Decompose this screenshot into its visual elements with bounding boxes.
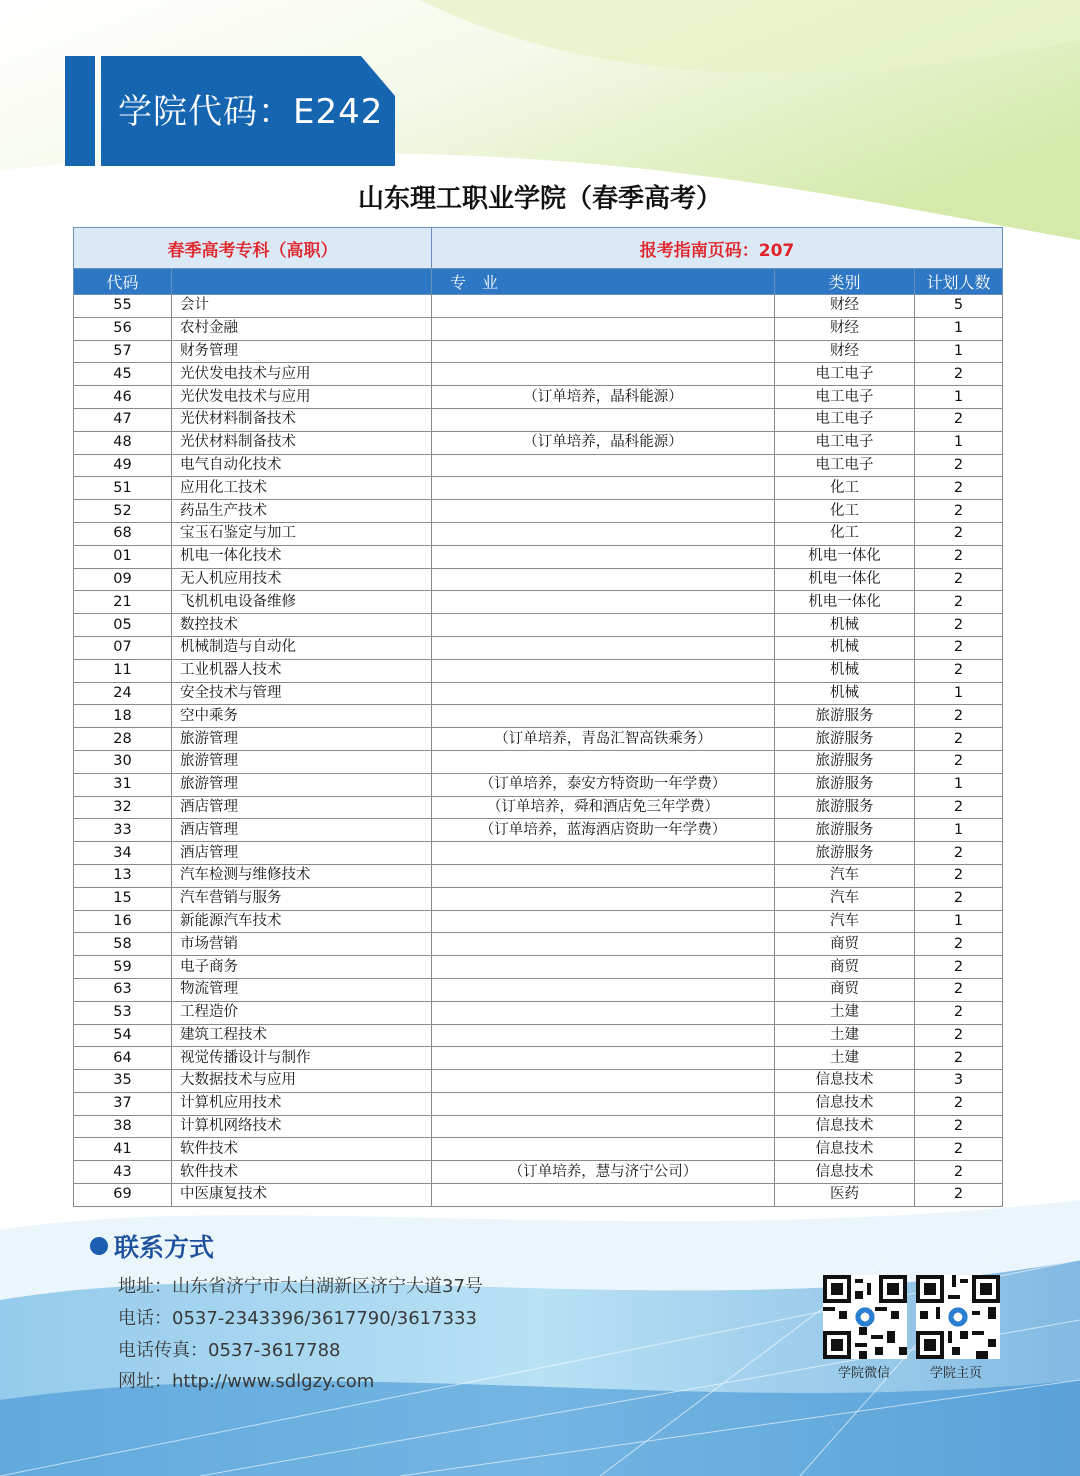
table-row (74, 1024, 1003, 1047)
major-code: 34 (74, 842, 172, 865)
major-category: 财经 (775, 340, 915, 363)
planned-count: 2 (915, 1161, 1003, 1184)
major-code: 35 (74, 1070, 172, 1093)
planned-count: 2 (915, 887, 1003, 910)
table-row (74, 431, 1003, 454)
table-row (74, 682, 1003, 705)
table-row (74, 614, 1003, 637)
table-row (74, 500, 1003, 523)
table-title-row (74, 228, 1003, 269)
planned-count: 2 (915, 636, 1003, 659)
major-category: 机电一体化 (775, 568, 915, 591)
major-code: 37 (74, 1092, 172, 1115)
planned-count: 2 (915, 842, 1003, 865)
column-header-code: 代码 (74, 269, 172, 295)
planned-count: 1 (915, 431, 1003, 454)
major-name: 酒店管理 (172, 819, 432, 842)
major-note (432, 1001, 775, 1024)
homepage-qr-code-icon[interactable] (916, 1275, 1000, 1359)
planned-count: 1 (915, 386, 1003, 409)
major-category: 旅游服务 (775, 842, 915, 865)
guide-page-number: 207 (758, 240, 795, 261)
major-code: 64 (74, 1047, 172, 1070)
planned-count: 2 (915, 477, 1003, 500)
major-code: 15 (74, 887, 172, 910)
major-code: 05 (74, 614, 172, 637)
major-name: 工程造价 (172, 1001, 432, 1024)
planned-count: 2 (915, 522, 1003, 545)
planned-count: 3 (915, 1070, 1003, 1093)
planned-count: 2 (915, 1184, 1003, 1207)
major-note (432, 363, 775, 386)
table-row (74, 1184, 1003, 1207)
table-row (74, 454, 1003, 477)
major-note (432, 933, 775, 956)
major-category: 化工 (775, 522, 915, 545)
major-name: 酒店管理 (172, 796, 432, 819)
major-name: 机电一体化技术 (172, 545, 432, 568)
major-name: 旅游管理 (172, 773, 432, 796)
major-name: 数控技术 (172, 614, 432, 637)
major-name: 软件技术 (172, 1138, 432, 1161)
planned-count: 2 (915, 408, 1003, 431)
major-note (432, 682, 775, 705)
major-name: 飞机机电设备维修 (172, 591, 432, 614)
major-name: 新能源汽车技术 (172, 910, 432, 933)
major-category: 化工 (775, 477, 915, 500)
major-name: 安全技术与管理 (172, 682, 432, 705)
planned-count: 2 (915, 1138, 1003, 1161)
major-category: 医药 (775, 1184, 915, 1207)
major-note (432, 295, 775, 318)
major-note: （订单培养，舜和酒店免三年学费） (432, 796, 775, 819)
major-code: 07 (74, 636, 172, 659)
table-row (74, 796, 1003, 819)
major-category: 汽车 (775, 887, 915, 910)
major-category: 旅游服务 (775, 750, 915, 773)
guide-page-cell (432, 228, 1003, 269)
major-note: （订单培养，青岛汇智高铁乘务） (432, 728, 775, 751)
major-code: 51 (74, 477, 172, 500)
major-code: 33 (74, 819, 172, 842)
major-name: 计算机应用技术 (172, 1092, 432, 1115)
table-row (74, 1047, 1003, 1070)
major-note (432, 956, 775, 979)
planned-count: 2 (915, 796, 1003, 819)
major-category: 电工电子 (775, 408, 915, 431)
major-note: （订单培养，蓝海酒店资助一年学费） (432, 819, 775, 842)
major-note (432, 568, 775, 591)
major-name: 计算机网络技术 (172, 1115, 432, 1138)
major-category: 旅游服务 (775, 728, 915, 751)
planned-count: 1 (915, 682, 1003, 705)
table-row (74, 1138, 1003, 1161)
major-note (432, 545, 775, 568)
table-row (74, 1001, 1003, 1024)
major-category: 财经 (775, 317, 915, 340)
major-name: 光伏材料制备技术 (172, 431, 432, 454)
major-name: 空中乘务 (172, 705, 432, 728)
planned-count: 2 (915, 705, 1003, 728)
table-row (74, 773, 1003, 796)
planned-count: 5 (915, 295, 1003, 318)
major-name: 光伏发电技术与应用 (172, 386, 432, 409)
table-row (74, 956, 1003, 979)
major-category: 机械 (775, 659, 915, 682)
major-code: 28 (74, 728, 172, 751)
major-code: 18 (74, 705, 172, 728)
major-category: 汽车 (775, 864, 915, 887)
major-name: 无人机应用技术 (172, 568, 432, 591)
major-code: 21 (74, 591, 172, 614)
major-category: 信息技术 (775, 1161, 915, 1184)
major-code: 09 (74, 568, 172, 591)
major-name: 软件技术 (172, 1161, 432, 1184)
table-body (74, 295, 1003, 1207)
major-note (432, 1024, 775, 1047)
major-note (432, 317, 775, 340)
major-name: 电子商务 (172, 956, 432, 979)
planned-count: 2 (915, 978, 1003, 1001)
major-note (432, 614, 775, 637)
major-category: 机电一体化 (775, 591, 915, 614)
major-category: 土建 (775, 1001, 915, 1024)
major-note: （订单培养，晶科能源） (432, 386, 775, 409)
major-category: 电工电子 (775, 454, 915, 477)
major-category: 旅游服务 (775, 796, 915, 819)
major-note: （订单培养，泰安方特资助一年学费） (432, 773, 775, 796)
column-header-plan: 计划人数 (915, 269, 1003, 295)
table-row (74, 568, 1003, 591)
major-code: 54 (74, 1024, 172, 1047)
planned-count: 2 (915, 545, 1003, 568)
table-row (74, 933, 1003, 956)
major-name: 汽车营销与服务 (172, 887, 432, 910)
planned-count: 2 (915, 956, 1003, 979)
table-row (74, 659, 1003, 682)
major-note (432, 636, 775, 659)
planned-count: 2 (915, 1092, 1003, 1115)
major-name: 光伏材料制备技术 (172, 408, 432, 431)
column-header-category: 类别 (775, 269, 915, 295)
major-name: 建筑工程技术 (172, 1024, 432, 1047)
major-name: 酒店管理 (172, 842, 432, 865)
major-note (432, 408, 775, 431)
major-code: 11 (74, 659, 172, 682)
major-code: 41 (74, 1138, 172, 1161)
major-code: 69 (74, 1184, 172, 1207)
major-category: 商贸 (775, 956, 915, 979)
major-name: 机械制造与自动化 (172, 636, 432, 659)
table-row (74, 340, 1003, 363)
table-row (74, 750, 1003, 773)
table-row (74, 842, 1003, 865)
major-name: 市场营销 (172, 933, 432, 956)
enrollment-table (73, 227, 1002, 1207)
homepage-qr-label: 学院主页 (930, 1366, 983, 1381)
major-category: 土建 (775, 1024, 915, 1047)
major-code: 55 (74, 295, 172, 318)
major-note (432, 454, 775, 477)
table-row (74, 477, 1003, 500)
major-name: 视觉传播设计与制作 (172, 1047, 432, 1070)
table-row (74, 408, 1003, 431)
major-code: 56 (74, 317, 172, 340)
major-note (432, 340, 775, 363)
table-row (74, 705, 1003, 728)
contact-address: 地址：山东省济宁市太白湖新区济宁大道37号 (118, 1276, 483, 1297)
major-category: 旅游服务 (775, 819, 915, 842)
planned-count: 2 (915, 659, 1003, 682)
planned-count: 2 (915, 933, 1003, 956)
major-category: 商贸 (775, 978, 915, 1001)
planned-count: 2 (915, 728, 1003, 751)
planned-count: 2 (915, 750, 1003, 773)
major-category: 电工电子 (775, 363, 915, 386)
table-row (74, 864, 1003, 887)
table-row (74, 819, 1003, 842)
major-code: 31 (74, 773, 172, 796)
major-code: 58 (74, 933, 172, 956)
major-category: 机电一体化 (775, 545, 915, 568)
major-code: 63 (74, 978, 172, 1001)
table-row (74, 363, 1003, 386)
major-category: 机械 (775, 682, 915, 705)
major-code: 30 (74, 750, 172, 773)
major-note: （订单培养，晶科能源） (432, 431, 775, 454)
major-category: 旅游服务 (775, 773, 915, 796)
major-note (432, 1070, 775, 1093)
page-title: 山东理工职业学院（春季高考） (357, 184, 722, 214)
major-note (432, 842, 775, 865)
major-note (432, 887, 775, 910)
major-name: 农村金融 (172, 317, 432, 340)
major-name: 财务管理 (172, 340, 432, 363)
major-category: 电工电子 (775, 386, 915, 409)
planned-count: 2 (915, 568, 1003, 591)
table-row (74, 728, 1003, 751)
major-category: 汽车 (775, 910, 915, 933)
major-category: 机械 (775, 636, 915, 659)
major-name: 物流管理 (172, 978, 432, 1001)
major-code: 57 (74, 340, 172, 363)
major-code: 24 (74, 682, 172, 705)
major-note (432, 1138, 775, 1161)
major-name: 汽车检测与维修技术 (172, 864, 432, 887)
major-code: 13 (74, 864, 172, 887)
table-row (74, 522, 1003, 545)
planned-count: 1 (915, 317, 1003, 340)
table-row (74, 295, 1003, 318)
major-category: 化工 (775, 500, 915, 523)
table-row (74, 1115, 1003, 1138)
major-code: 53 (74, 1001, 172, 1024)
table-row (74, 1161, 1003, 1184)
major-code: 01 (74, 545, 172, 568)
major-category: 旅游服务 (775, 705, 915, 728)
major-code: 38 (74, 1115, 172, 1138)
table-row (74, 636, 1003, 659)
major-code: 45 (74, 363, 172, 386)
major-code: 59 (74, 956, 172, 979)
major-note (432, 705, 775, 728)
planned-count: 2 (915, 591, 1003, 614)
major-code: 16 (74, 910, 172, 933)
major-name: 药品生产技术 (172, 500, 432, 523)
contact-title-text: 联系方式 (114, 1233, 215, 1262)
major-note (432, 864, 775, 887)
table-row (74, 887, 1003, 910)
major-category: 信息技术 (775, 1138, 915, 1161)
planned-count: 1 (915, 340, 1003, 363)
major-note (432, 477, 775, 500)
major-category: 商贸 (775, 933, 915, 956)
table-row (74, 591, 1003, 614)
major-name: 宝玉石鉴定与加工 (172, 522, 432, 545)
major-code: 43 (74, 1161, 172, 1184)
college-code-label: 学院代码：E242 (118, 92, 384, 132)
major-note: （订单培养，慧与济宁公司） (432, 1161, 775, 1184)
planned-count: 1 (915, 910, 1003, 933)
major-note (432, 500, 775, 523)
planned-count: 2 (915, 1115, 1003, 1138)
major-note (432, 750, 775, 773)
bullet-icon (90, 1237, 108, 1255)
major-note (432, 522, 775, 545)
major-category: 信息技术 (775, 1092, 915, 1115)
major-code: 52 (74, 500, 172, 523)
wechat-qr-code-icon[interactable] (823, 1275, 907, 1359)
planned-count: 2 (915, 454, 1003, 477)
major-name: 大数据技术与应用 (172, 1070, 432, 1093)
major-name: 旅游管理 (172, 750, 432, 773)
major-code: 47 (74, 408, 172, 431)
major-note (432, 1047, 775, 1070)
table-row (74, 386, 1003, 409)
major-note (432, 910, 775, 933)
major-note (432, 1184, 775, 1207)
planned-count: 1 (915, 819, 1003, 842)
table-row (74, 1092, 1003, 1115)
major-name: 工业机器人技术 (172, 659, 432, 682)
major-note (432, 1092, 775, 1115)
contact-phone: 电话：0537-2343396/3617790/3617333 (118, 1308, 477, 1329)
guide-page-label: 报考指南页码： (639, 240, 759, 261)
table-row (74, 545, 1003, 568)
major-name: 应用化工技术 (172, 477, 432, 500)
major-note (432, 591, 775, 614)
planned-count: 2 (915, 500, 1003, 523)
planned-count: 2 (915, 363, 1003, 386)
planned-count: 2 (915, 864, 1003, 887)
major-name: 光伏发电技术与应用 (172, 363, 432, 386)
major-category: 土建 (775, 1047, 915, 1070)
planned-count: 2 (915, 614, 1003, 637)
column-header-major: 专 业 (432, 269, 775, 295)
table-row (74, 978, 1003, 1001)
table-row (74, 1070, 1003, 1093)
contact-section (90, 1228, 214, 1264)
major-note (432, 978, 775, 1001)
major-category: 信息技术 (775, 1115, 915, 1138)
major-code: 32 (74, 796, 172, 819)
table-row (74, 317, 1003, 340)
major-category: 机械 (775, 614, 915, 637)
planned-count: 1 (915, 773, 1003, 796)
major-note (432, 1115, 775, 1138)
major-name: 会计 (172, 295, 432, 318)
planned-count: 2 (915, 1024, 1003, 1047)
major-code: 48 (74, 431, 172, 454)
table-row (74, 910, 1003, 933)
major-category: 电工电子 (775, 431, 915, 454)
major-code: 46 (74, 386, 172, 409)
major-name: 电气自动化技术 (172, 454, 432, 477)
planned-count: 2 (915, 1001, 1003, 1024)
major-category: 信息技术 (775, 1070, 915, 1093)
category-title: 春季高考专科（高职） (74, 228, 432, 269)
major-code: 49 (74, 454, 172, 477)
major-name: 中医康复技术 (172, 1184, 432, 1207)
wechat-qr-label: 学院微信 (838, 1366, 891, 1381)
contact-fax: 电话传真：0537-3617788 (118, 1340, 341, 1361)
planned-count: 2 (915, 1047, 1003, 1070)
major-category: 财经 (775, 295, 915, 318)
major-name: 旅游管理 (172, 728, 432, 751)
major-note (432, 659, 775, 682)
column-header-row (74, 269, 1003, 295)
major-code: 68 (74, 522, 172, 545)
contact-title (90, 1228, 214, 1264)
contact-website[interactable]: 网址：http://www.sdlgzy.com (118, 1371, 375, 1392)
